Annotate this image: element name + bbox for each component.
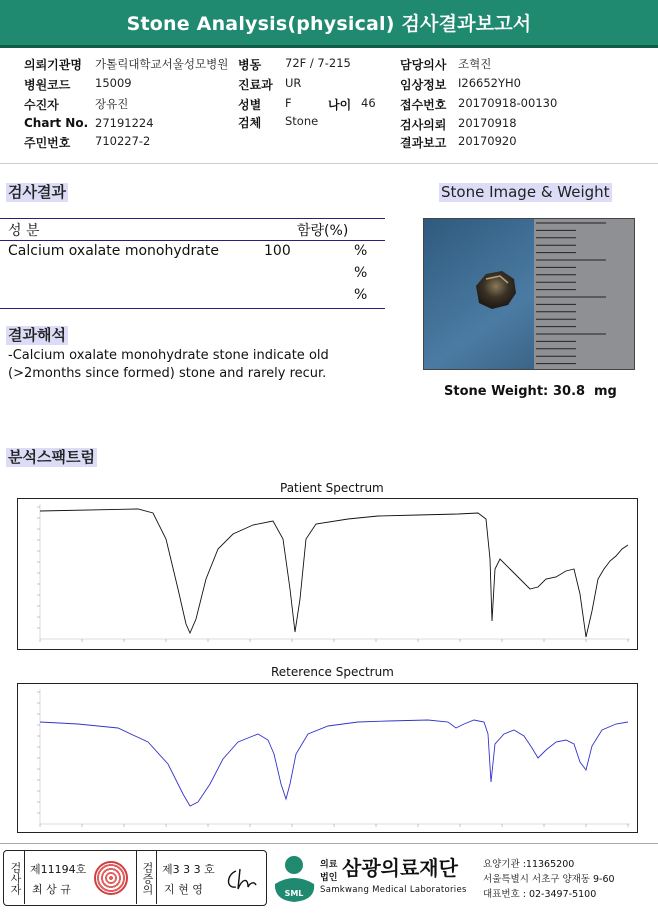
receipt-label: 접수번호: [400, 98, 447, 112]
org-prefix: 법인: [320, 873, 338, 883]
row-component: Calcium oxalate monohydrate: [8, 243, 219, 259]
stone-weight-unit: mg: [594, 384, 617, 399]
dept-label: 진료과: [238, 78, 273, 92]
hospital-label: 의뢰기관명: [24, 58, 82, 72]
chart-label: Chart No.: [24, 116, 89, 130]
stone-photo-image: [424, 219, 635, 370]
request-label: 검사의뢰: [400, 118, 447, 132]
code-label: 병원코드: [24, 78, 71, 92]
report-value: 20170920: [458, 134, 517, 148]
interpretation-heading: 결과해석: [8, 326, 66, 344]
id-value: 710227-2: [95, 134, 151, 148]
sex-label: 성별: [238, 98, 262, 112]
patient-value: 장유진: [95, 97, 129, 111]
reference-spectrum-chart: [17, 683, 638, 833]
seal-stamp: [94, 861, 128, 895]
confirmer-label: 검증의: [136, 851, 157, 904]
ward-label: 병동: [238, 58, 262, 72]
interpretation-line: -Calcium oxalate monohydrate stone indicate old: [8, 348, 329, 363]
org-code: 요양기관 :11365200: [483, 859, 575, 870]
specimen-label: 검체: [238, 116, 262, 130]
signature: [222, 865, 262, 895]
signature-box: [3, 850, 267, 906]
patient-spectrum-chart: [17, 498, 638, 650]
confirmer-name: 지 현 영: [164, 883, 203, 896]
ward-value: 72F / 7-215: [285, 56, 351, 70]
stone-weight-label: Stone Weight:: [444, 384, 549, 399]
row-unit: %: [354, 243, 368, 259]
patient-spectrum-title: Patient Spectrum: [280, 481, 384, 495]
chart-value: 27191224: [95, 116, 154, 130]
col-component: 성 분: [8, 223, 40, 239]
row-unit: %: [354, 287, 368, 303]
stone-heading: Stone Image & Weight: [441, 183, 610, 201]
clinical-value: I26652YH0: [458, 76, 521, 90]
footer-divider: [0, 843, 658, 844]
age-value: 46: [361, 96, 376, 110]
svg-text:SML: SML: [284, 889, 304, 898]
row-amount: 100: [264, 243, 291, 259]
specimen-value: Stone: [285, 114, 319, 128]
patient-spectrum-plot: [18, 499, 637, 649]
examiner-license: 제11194호: [30, 863, 87, 876]
patient-label: 수진자: [24, 98, 59, 112]
reference-spectrum-plot: [18, 684, 637, 832]
results-heading: 검사결과: [8, 183, 66, 201]
results-bottom-rule: [0, 308, 385, 309]
receipt-value: 20170918-00130: [458, 96, 558, 110]
col-amount: 함량(%): [297, 223, 349, 239]
report-title: Stone Analysis(physical) 검사결과보고서: [0, 0, 658, 48]
doctor-label: 담당의사: [400, 58, 447, 72]
confirmer-license: 제3 3 3 호: [162, 863, 215, 876]
examiner-label: 검사자: [4, 851, 25, 904]
org-phone: 대표번호 : 02-3497-5100: [483, 889, 597, 900]
header-divider: [0, 163, 658, 164]
age-label: 나이: [328, 98, 352, 112]
examiner-name: 최 상 규: [32, 883, 71, 896]
dept-value: UR: [285, 76, 302, 90]
org-name: 삼광의료재단: [342, 856, 458, 880]
interpretation-line: (>2months since formed) stone and rarely recur.: [8, 366, 327, 381]
results-top-rule: [0, 218, 385, 219]
org-prefix: 의료: [320, 860, 338, 870]
stone-photo: [423, 218, 635, 370]
organization-block: [270, 852, 658, 908]
hospital-value: 가톨릭대학교서울성모병원: [95, 57, 229, 71]
org-english: Samkwang Medical Laboratories: [320, 885, 467, 895]
doctor-value: 조혁진: [458, 57, 492, 71]
clinical-label: 임상정보: [400, 78, 447, 92]
id-label: 주민번호: [24, 136, 71, 150]
request-value: 20170918: [458, 116, 517, 130]
row-unit: %: [354, 265, 368, 281]
results-header-rule: [0, 240, 385, 241]
code-value: 15009: [95, 76, 132, 90]
sml-logo-icon: [272, 854, 318, 904]
reference-spectrum-title: Reterence Spectrum: [271, 665, 394, 679]
org-address: 서울특별시 서초구 양재동 9-60: [483, 874, 615, 885]
report-label: 결과보고: [400, 136, 447, 150]
sex-value: F: [285, 96, 292, 110]
stone-weight-value: 30.8: [553, 384, 586, 399]
spectrum-heading: 분석스팩트럼: [8, 448, 95, 466]
